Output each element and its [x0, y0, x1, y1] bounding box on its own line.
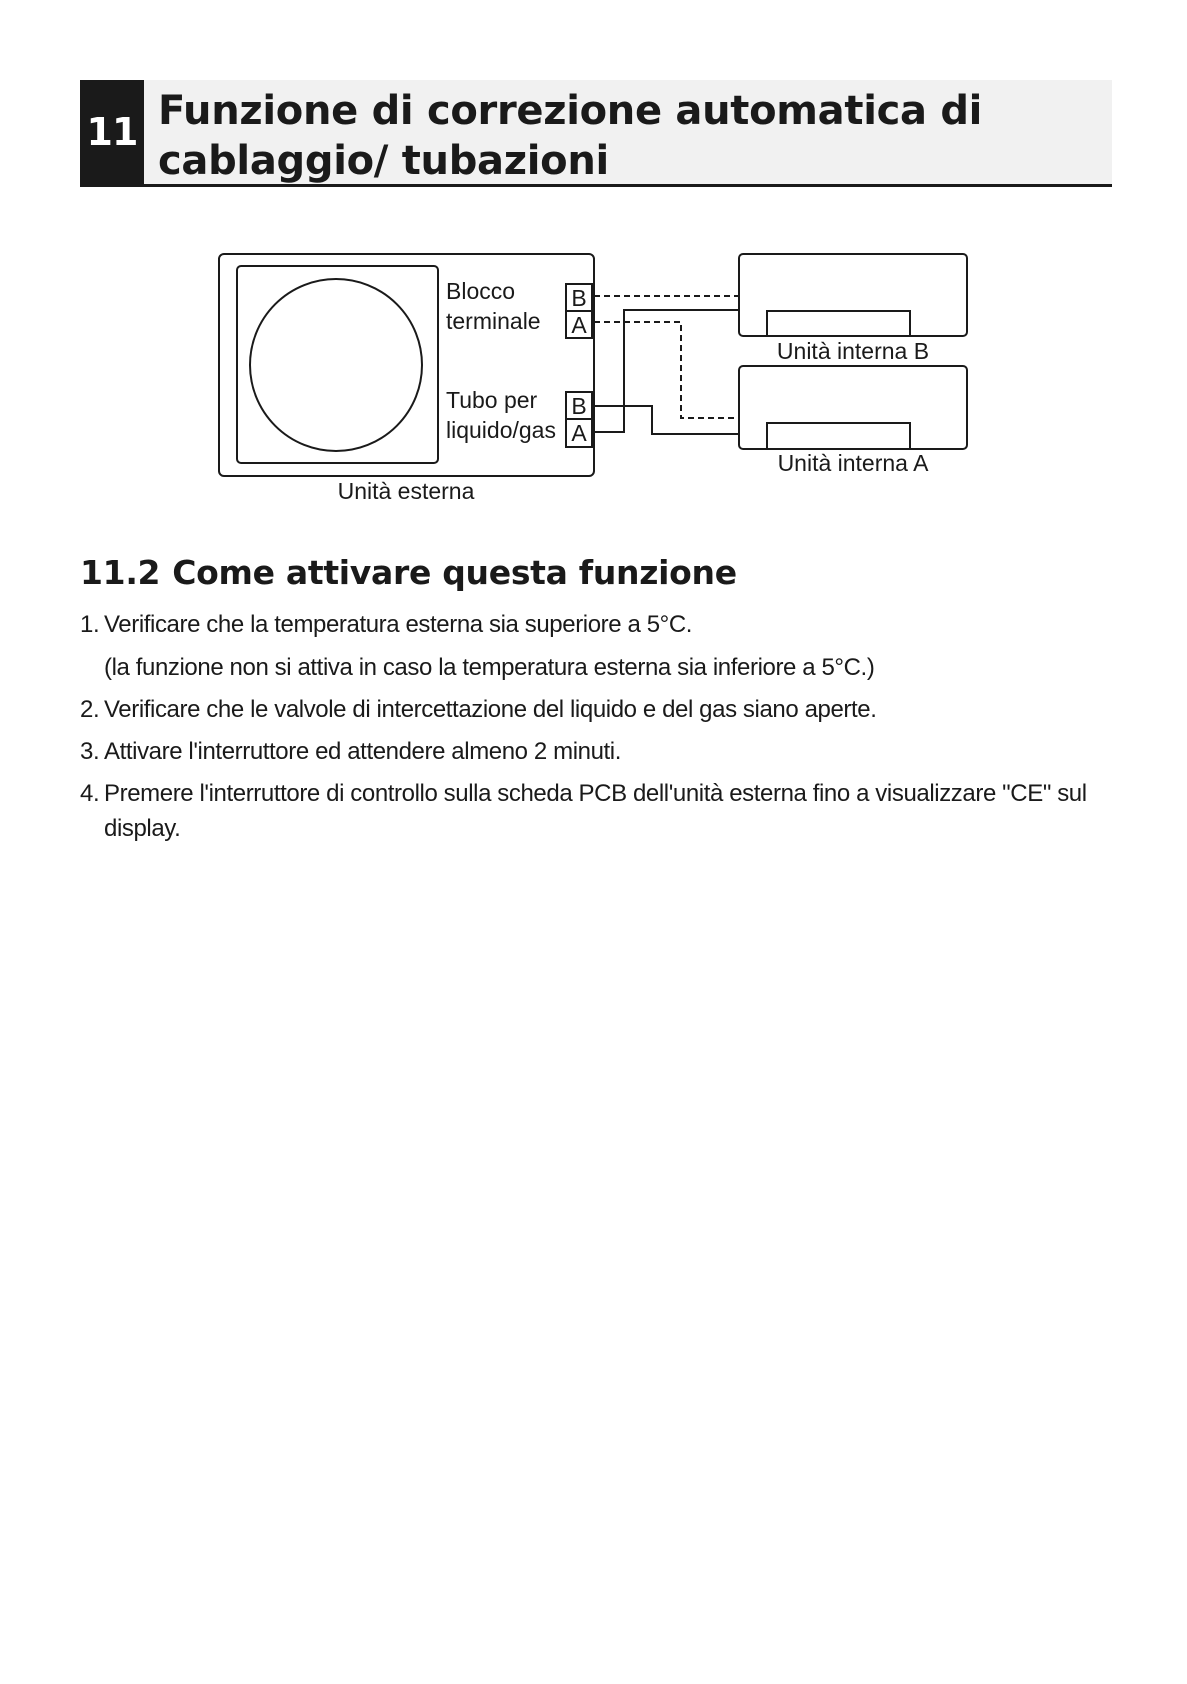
terminal-block — [566, 284, 592, 338]
fan-icon — [250, 279, 422, 451]
section-title — [80, 553, 737, 592]
indoor-unit-b — [739, 254, 967, 336]
step-text: Premere l'interruttore di controllo sulla scheda PCB dell'unità esterna fino a visualizzare "CE" sul display. — [104, 780, 1087, 842]
step-note: (la funzione non si attiva in caso la temperatura esterna sia inferiore a 5°C.) — [104, 654, 875, 681]
list-item — [80, 776, 1090, 846]
terminal-b-label: B — [571, 285, 587, 311]
step-number: 4. — [80, 780, 100, 807]
piping-lines — [592, 310, 739, 434]
chapter-title: Funzione di correzione automatica di cablaggio/ tubazioni — [158, 88, 983, 184]
step-text: Attivare l'interruttore ed attendere almeno 2 minuti. — [104, 738, 621, 765]
indoor-unit-b-label: Unità interna B — [776, 338, 930, 364]
step-number: 1. — [80, 611, 100, 638]
section-number: 11.2 — [80, 553, 161, 592]
terminal-a-label: A — [571, 312, 587, 338]
step-number: 3. — [80, 738, 100, 765]
outdoor-unit-label: Unità esterna — [337, 478, 475, 504]
section-heading: Come attivare questa funzione — [172, 553, 737, 592]
pipe-b-label: B — [571, 393, 587, 419]
terminal-block-label: Blocco — [446, 278, 516, 304]
wiring-diagram — [0, 0, 1187, 520]
wiring-lines — [594, 296, 739, 418]
list-item — [80, 692, 1090, 727]
step-text: Verificare che le valvole di intercettazione del liquido e del gas siano aperte. — [104, 696, 877, 723]
step-number: 2. — [80, 696, 100, 723]
steps-list — [80, 607, 1090, 853]
pipe-label: Tubo per — [446, 387, 538, 413]
indoor-unit-a — [739, 366, 967, 449]
chapter-number: 11 — [80, 80, 144, 184]
list-item — [80, 734, 1090, 769]
indoor-unit-a-label: Unità interna A — [777, 450, 929, 476]
terminal-block-label: terminale — [446, 308, 541, 334]
list-item — [80, 607, 1090, 685]
pipe-a-label: A — [571, 420, 587, 446]
step-text: Verificare che la temperatura esterna sia superiore a 5°C. — [104, 611, 693, 638]
pipe-label: liquido/gas — [446, 417, 556, 443]
pipe-block — [566, 392, 592, 447]
